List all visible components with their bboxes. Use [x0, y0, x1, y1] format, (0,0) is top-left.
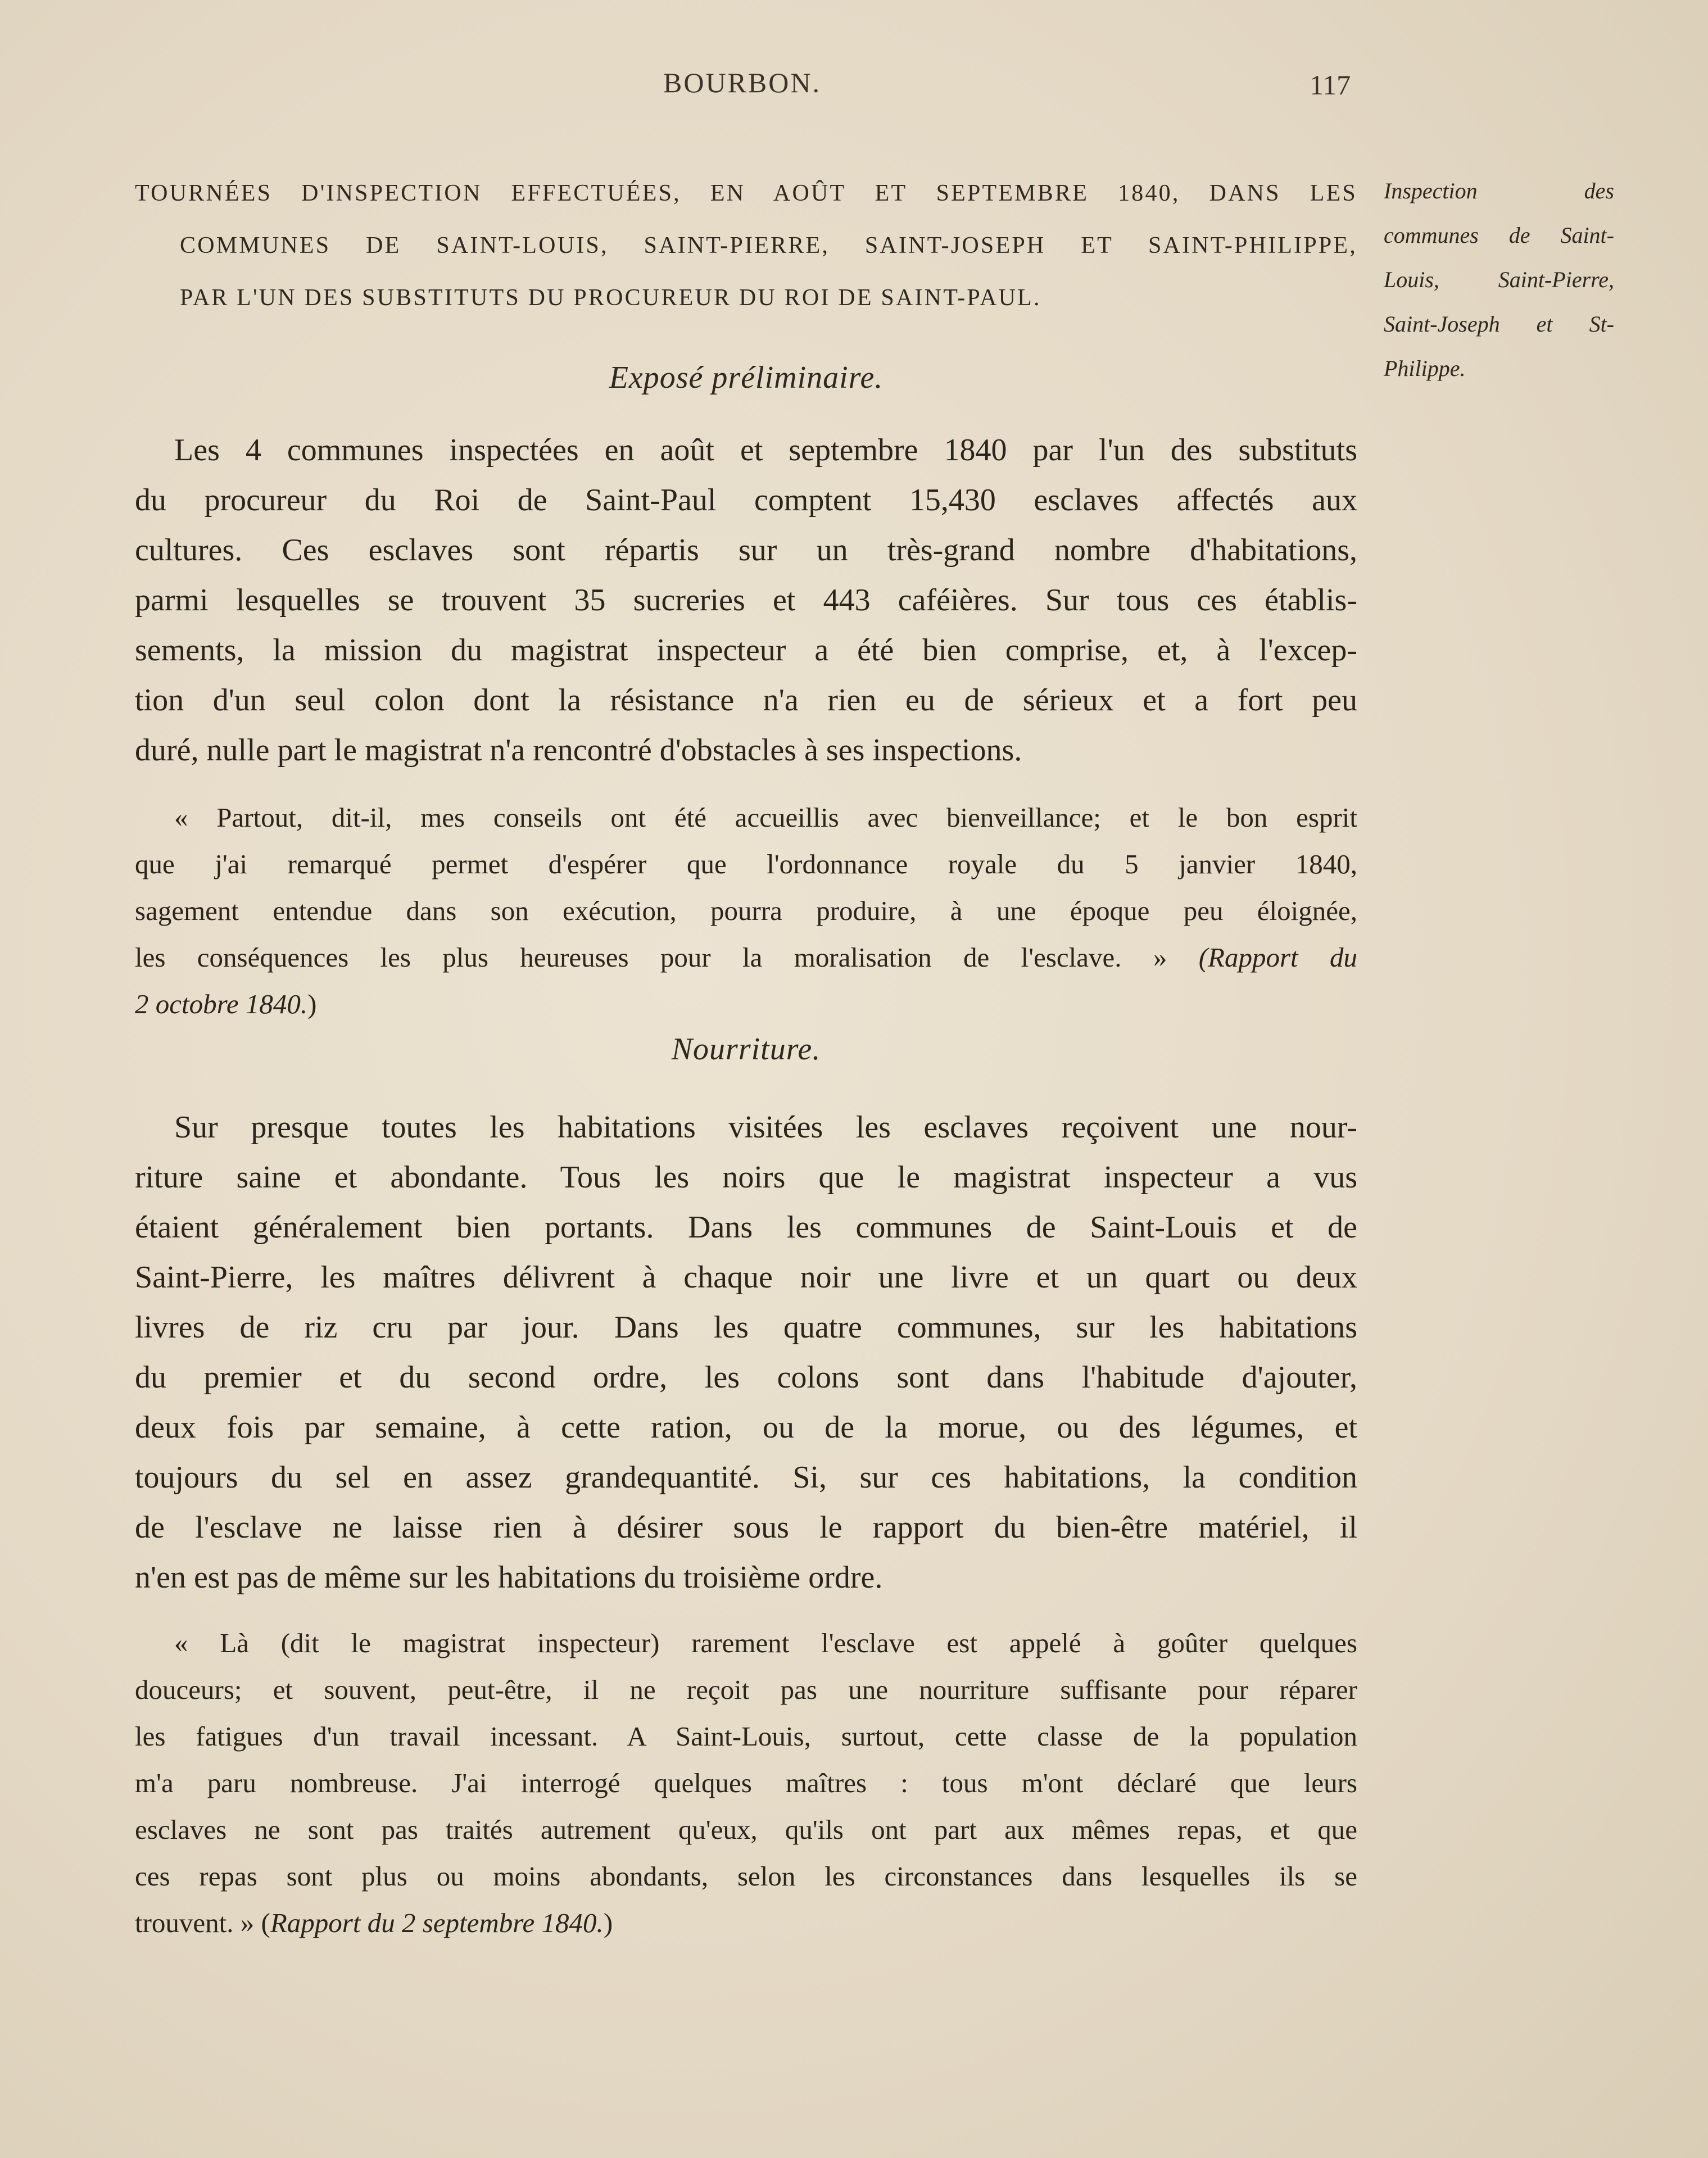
text-line: étaient généralement bien portants. Dans les communes de Saint-Louis et de [135, 1210, 1357, 1245]
margin-note-line: Louis, Saint-Pierre, [1384, 267, 1614, 292]
quote-line: sagement entendue dans son exécution, pourra produire, à une époque peu éloignée, [135, 895, 1357, 926]
text-line: riture saine et abondante. Tous les noirs que le magistrat inspecteur a vus [135, 1160, 1357, 1195]
text-line: deux fois par semaine, à cette ration, ou de la morue, ou des légumes, et [135, 1410, 1357, 1445]
quote-line: « Là (dit le magistrat inspecteur) rarement l'esclave est appelé à goûter quelques [174, 1627, 1357, 1658]
margin-note-line: Saint-Joseph et St- [1384, 311, 1614, 337]
margin-note-line: communes de Saint- [1384, 223, 1614, 248]
quotation-nourriture [135, 1620, 1357, 1946]
quote-text: les conséquences les plus heureuses pour la moralisation de l'esclave. » [135, 942, 1167, 973]
quotation-expose [135, 794, 1357, 1027]
page-number: 117 [1310, 69, 1351, 101]
text-line: n'en est pas de même sur les habitations du troisième ordre. [135, 1560, 883, 1595]
margin-note [1384, 169, 1614, 391]
text-line: livres de riz cru par jour. Dans les quatre communes, sur les habitations [135, 1310, 1357, 1345]
text-line: Les 4 communes inspectées en août et septembre 1840 par l'un des substituts [174, 433, 1357, 468]
text-line: cultures. Ces esclaves sont répartis sur un très-grand nombre d'habitations, [135, 533, 1357, 568]
text-line: Saint-Pierre, les maîtres délivrent à chaque noir une livre et un quart ou deux [135, 1260, 1357, 1295]
quote-line [135, 934, 1357, 981]
quote-line: douceurs; et souvent, peut-être, il ne reçoit pas une nourriture suffisante pour réparer [135, 1674, 1357, 1705]
margin-note-line: Inspection des [1384, 178, 1614, 203]
margin-note-line: Philippe. [1384, 356, 1466, 381]
section-heading-nourriture: Nourriture. [671, 1032, 821, 1067]
running-head: BOURBON. [663, 67, 821, 98]
text-line: tion d'un seul colon dont la résistance n'a rien eu de sérieux et a fort peu [135, 683, 1357, 718]
report-reference: 2 octobre 1840. [135, 989, 308, 1019]
quote-line: esclaves ne sont pas traités autrement qu'eux, qu'ils ont part aux mêmes repas, et que [135, 1814, 1357, 1845]
paragraph-expose [135, 425, 1357, 776]
chapter-title [135, 167, 1357, 324]
quote-line: les fatigues d'un travail incessant. A Saint-Louis, surtout, cette classe de la population [135, 1721, 1357, 1752]
quote-line: « Partout, dit-il, mes conseils ont été accueillis avec bienveillance; et le bon esprit [174, 802, 1357, 833]
text-line: Sur presque toutes les habitations visitées les esclaves reçoivent une nour- [174, 1110, 1357, 1145]
quote-line: trouvent. » (Rapport du 2 septembre 1840.) [135, 1907, 613, 1938]
quote-line: ces repas sont plus ou moins abondants, selon les circonstances dans lesquelles ils se [135, 1861, 1357, 1892]
section-heading-expose: Exposé préliminaire. [609, 360, 884, 395]
text-line: duré, nulle part le magistrat n'a rencontré d'obstacles à ses inspections. [135, 733, 1022, 768]
quote-line: que j'ai remarqué permet d'espérer que l'ordonnance royale du 5 janvier 1840, [135, 849, 1357, 879]
report-reference: Rapport du 2 septembre 1840. [270, 1907, 604, 1938]
text-line: de l'esclave ne laisse rien à désirer sous le rapport du bien-être matériel, il [135, 1510, 1357, 1545]
text-line: du procureur du Roi de Saint-Paul comptent 15,430 esclaves affectés aux [135, 483, 1357, 518]
text-line: toujours du sel en assez grandequantité. Si, sur ces habitations, la condition [135, 1460, 1357, 1495]
text-line: sements, la mission du magistrat inspecteur a été bien comprise, et, à l'excep- [135, 633, 1357, 668]
paragraph-nourriture [135, 1103, 1357, 1603]
quote-line: m'a paru nombreuse. J'ai interrogé quelques maîtres : tous m'ont déclaré que leurs [135, 1767, 1357, 1798]
title-line: TOURNÉES D'INSPECTION EFFECTUÉES, EN AOÛT ET SEPTEMBRE 1840, DANS LES [135, 180, 1357, 206]
report-reference: (Rapport du [1198, 942, 1357, 973]
text-line: du premier et du second ordre, les colons sont dans l'habitude d'ajouter, [135, 1360, 1357, 1395]
quote-line: 2 octobre 1840.) [135, 989, 317, 1019]
text-line: parmi lesquelles se trouvent 35 sucreries et 443 caféières. Sur tous ces établis- [135, 583, 1357, 618]
title-line: PAR L'UN DES SUBSTITUTS DU PROCUREUR DU ROI DE SAINT-PAUL. [180, 285, 1041, 311]
title-line: COMMUNES DE SAINT-LOUIS, SAINT-PIERRE, SAINT-JOSEPH ET SAINT-PHILIPPE, [180, 233, 1357, 259]
quote-text: trouvent. » [135, 1907, 255, 1938]
